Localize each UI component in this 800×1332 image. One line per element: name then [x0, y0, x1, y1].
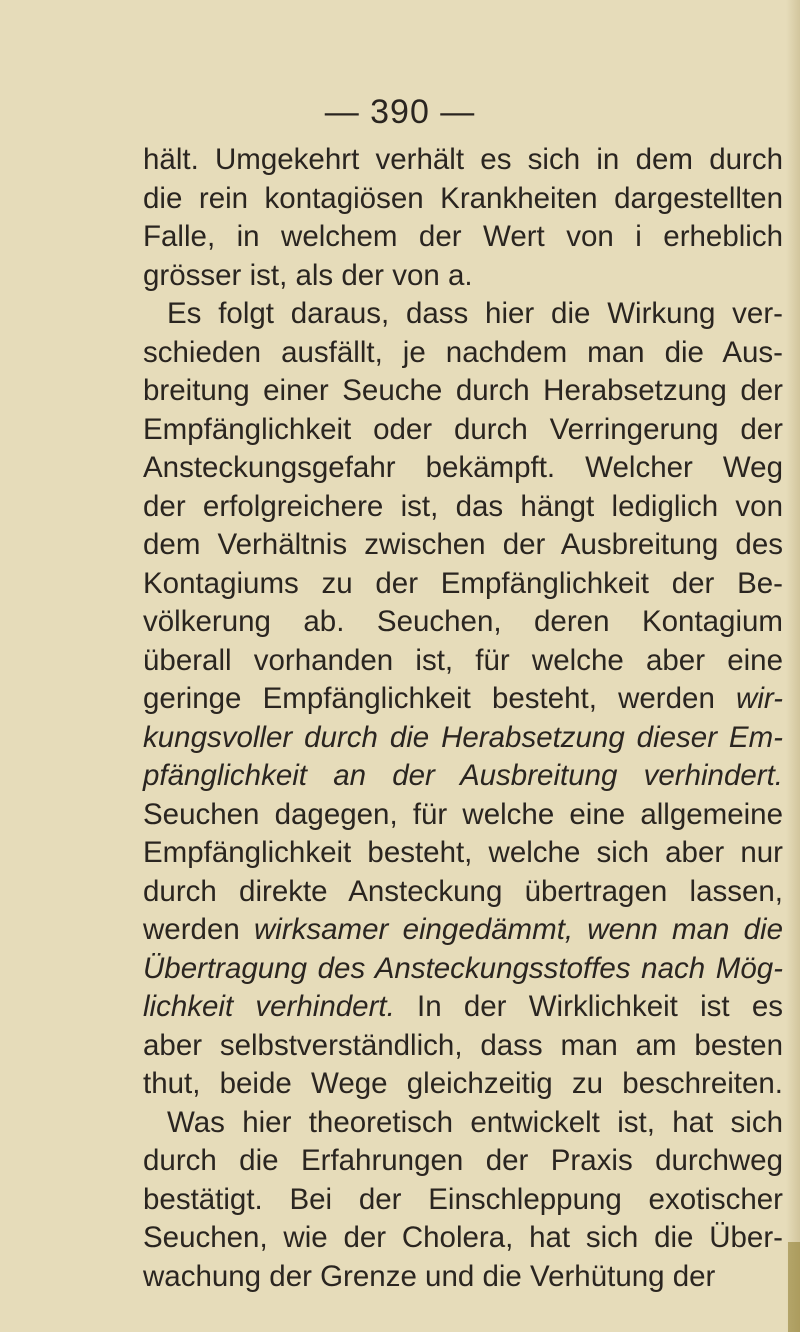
text-span: schieden ausfällt, je nachdem man die Aus-	[143, 335, 783, 369]
text-line	[143, 950, 783, 989]
text-line	[143, 334, 783, 373]
text-line	[143, 757, 783, 796]
page-corner-mark	[788, 1242, 800, 1332]
text-line	[143, 1219, 783, 1258]
emphasis-span: lichkeit verhindert.	[143, 990, 395, 1023]
text-span: breitung einer Seuche durch Herabsetzung der	[143, 374, 783, 407]
text-line	[143, 988, 783, 1027]
text-line	[143, 1027, 783, 1066]
text-span: Empfänglichkeit oder durch Verringerung der	[143, 412, 783, 446]
text-span: Seuchen dagegen, für welche eine allgemeine	[143, 797, 783, 831]
text-span: Es folgt daraus, dass hier die Wirkung ver-	[167, 297, 783, 330]
text-line	[143, 180, 783, 219]
text-span: Seuchen, wie der Cholera, hat sich die Über-	[143, 1221, 783, 1254]
text-span: Empfänglichkeit besteht, welche sich aber nur	[143, 836, 783, 869]
text-span: Falle, in welchem der Wert von i erheblich	[143, 220, 783, 253]
text-line	[143, 526, 783, 565]
text-span: thut, beide Wege gleichzeitig zu beschreiten.	[143, 1067, 783, 1100]
text-line	[143, 1065, 783, 1104]
text-span: bestätigt. Bei der Einschleppung exotischer	[143, 1182, 783, 1216]
text-span: Kontagiums zu der Empfänglichkeit der Be-	[143, 566, 783, 600]
text-span: dem Verhältnis zwischen der Ausbreitung des	[143, 528, 783, 561]
page-number-header: — 390 —	[324, 93, 476, 131]
text-span: durch die Erfahrungen der Praxis durchweg	[143, 1144, 783, 1177]
text-line	[143, 372, 783, 411]
text-span: In der Wirklichkeit ist es	[394, 990, 783, 1023]
text-span: Ansteckungsgefahr bekämpft. Welcher Weg	[143, 451, 783, 484]
text-line	[143, 642, 783, 681]
text-line	[143, 218, 783, 257]
text-line	[143, 411, 783, 450]
text-line	[143, 834, 783, 873]
text-span: durch direkte Ansteckung übertragen lassen,	[143, 874, 783, 908]
text-line	[143, 565, 783, 604]
text-line	[143, 873, 783, 912]
text-line	[143, 911, 783, 950]
text-line	[143, 1258, 783, 1297]
emphasis-span: kungsvoller durch die Herabsetzung dieser Em-	[143, 720, 783, 754]
text-line	[143, 488, 783, 527]
text-line	[143, 295, 783, 334]
text-span: wachung der Grenze und die Verhütung der	[143, 1259, 716, 1293]
text-span: grösser ist, als der von a.	[143, 258, 473, 292]
text-span: die rein kontagiösen Krankheiten dargestellten	[143, 181, 783, 215]
emphasis-span: wirksamer eingedämmt, wenn man die	[253, 913, 783, 946]
text-line	[143, 1181, 783, 1220]
text-span: hält. Umgekehrt verhält es sich in dem durch	[143, 143, 783, 176]
body-text	[143, 141, 783, 1296]
text-line	[143, 141, 783, 180]
emphasis-span: Übertragung des Ansteckungsstoffes nach Mög-	[143, 951, 783, 985]
emphasis-span: pfänglichkeit an der Ausbreitung verhindert.	[143, 759, 783, 792]
emphasis-span: wir-	[736, 682, 783, 715]
text-span: der erfolgreichere ist, das hängt lediglich von	[143, 489, 783, 523]
page-edge-shadow	[786, 0, 800, 1332]
text-span: völkerung ab. Seuchen, deren Kontagium	[143, 605, 783, 638]
text-span: werden	[143, 913, 254, 946]
text-line	[143, 1142, 783, 1181]
text-line	[143, 603, 783, 642]
text-line	[143, 1104, 783, 1143]
text-span: überall vorhanden ist, für welche aber eine	[143, 643, 783, 677]
text-line	[143, 257, 783, 296]
text-line	[143, 680, 783, 719]
text-span: aber selbstverständlich, dass man am besten	[143, 1028, 783, 1062]
text-span: Was hier theoretisch entwickelt ist, hat sich	[167, 1105, 783, 1139]
text-line	[143, 449, 783, 488]
text-span: geringe Empfänglichkeit besteht, werden	[143, 682, 737, 715]
text-line	[143, 796, 783, 835]
text-line	[143, 719, 783, 758]
